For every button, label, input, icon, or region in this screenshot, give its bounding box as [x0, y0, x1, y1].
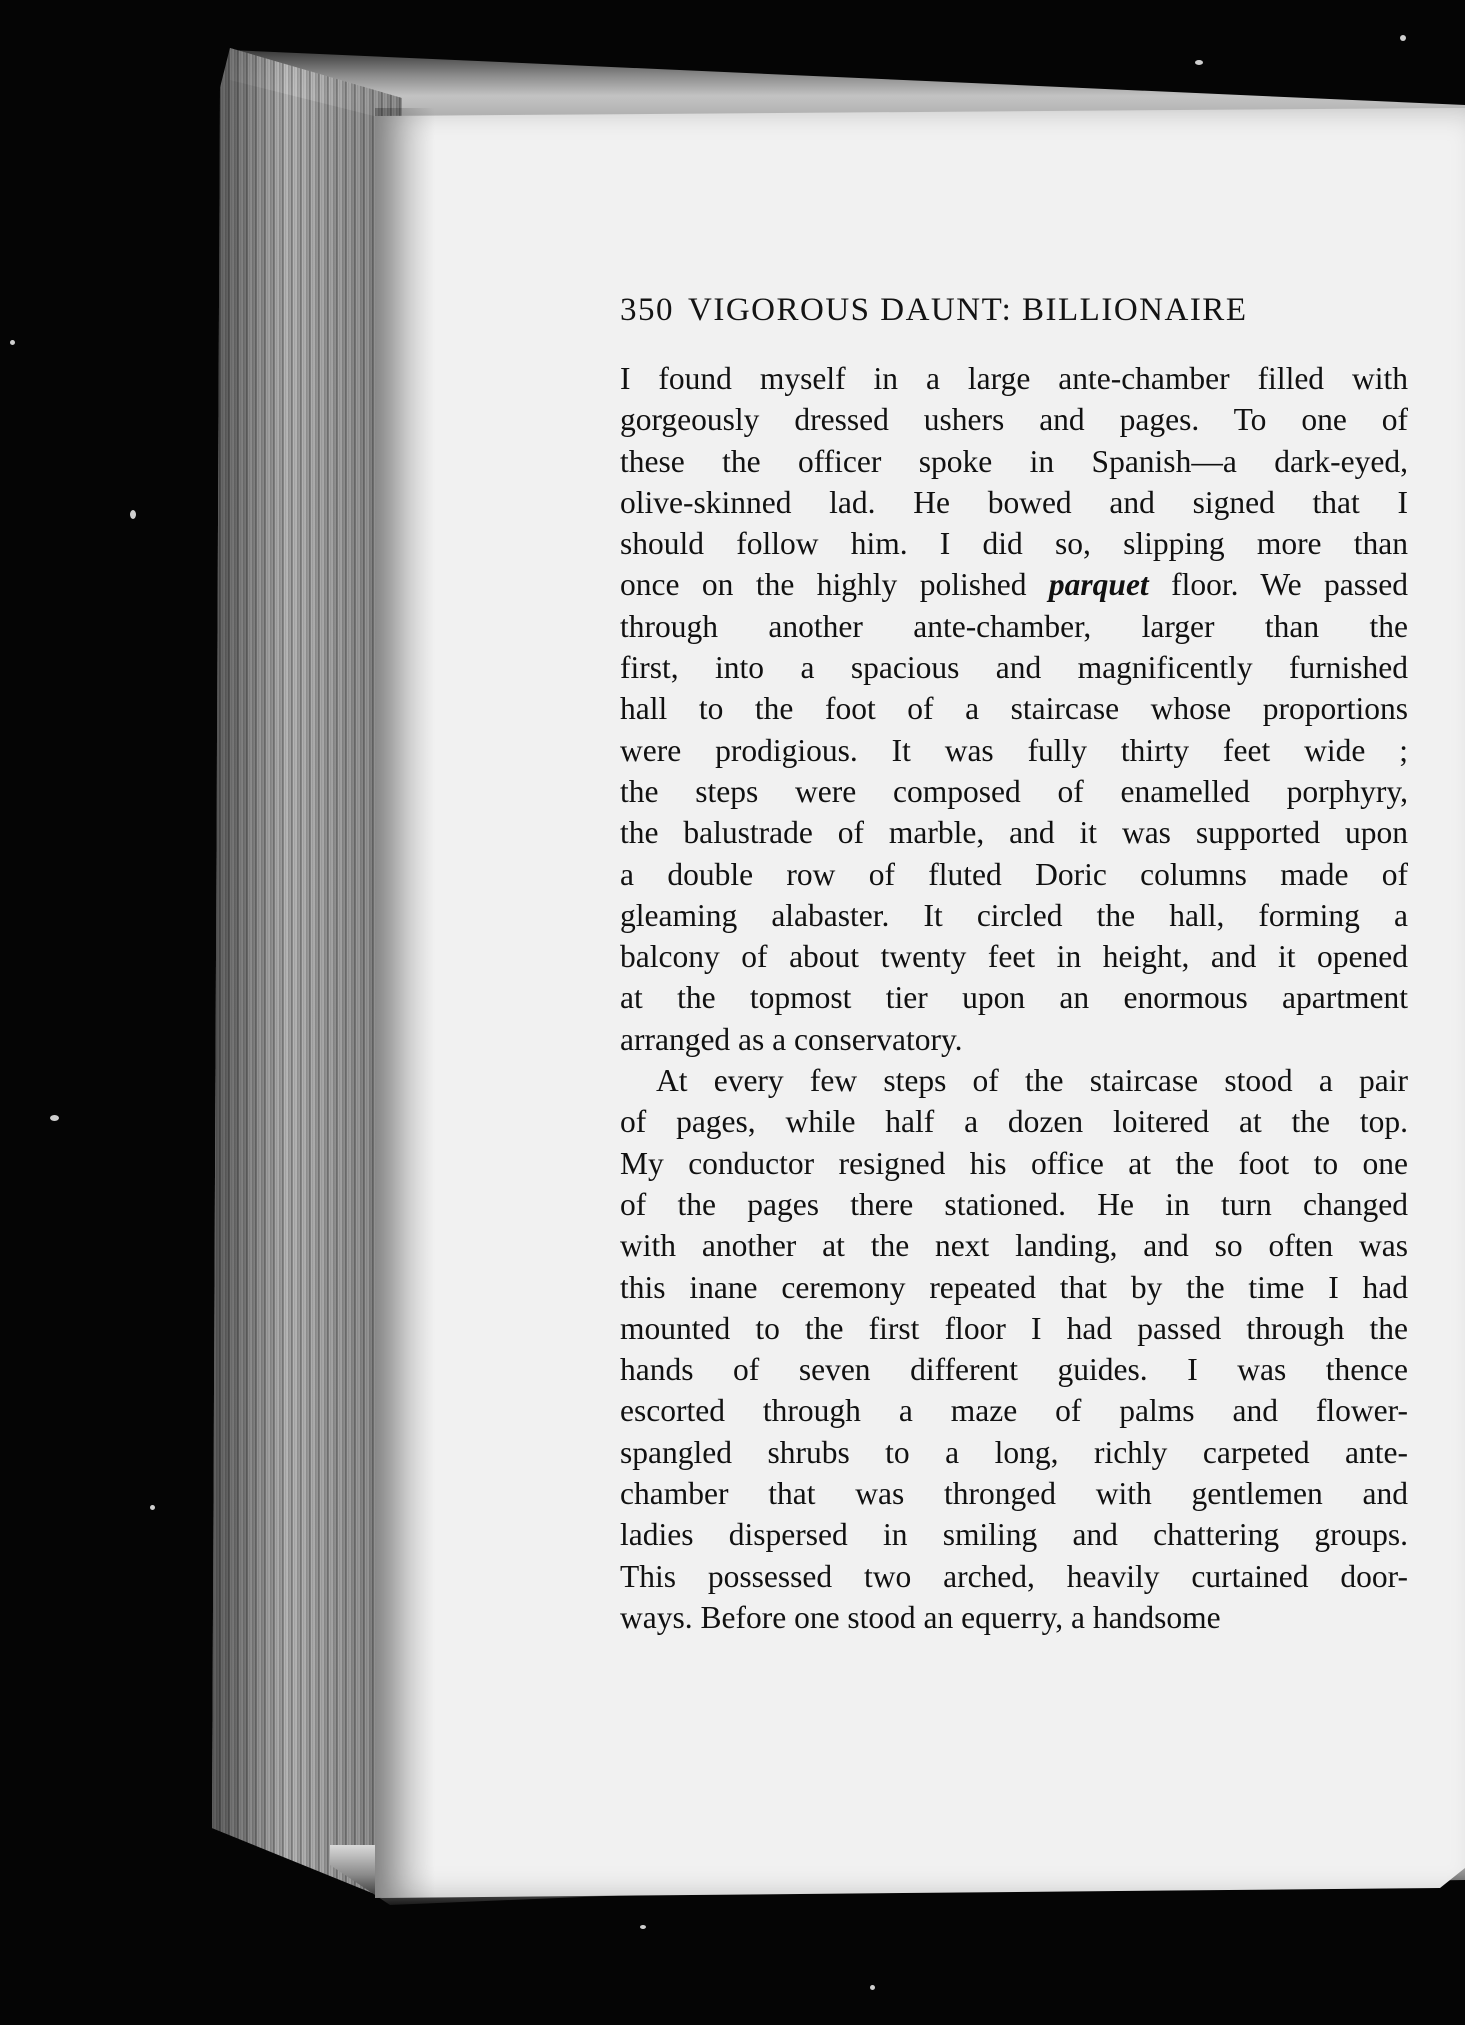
text-line: arranged as a conservatory. [620, 1021, 963, 1057]
text-line: first, into a spacious and magnificently furnished [620, 650, 1408, 686]
text-line: balcony of about twenty feet in height, and it opened [620, 939, 1408, 975]
text-line: this inane ceremony repeated that by the time I had [620, 1269, 1408, 1305]
text-line: of the pages there stationed. He in turn changed [620, 1186, 1408, 1222]
dust-speck [10, 340, 15, 345]
text-line: olive-skinned lad. He bowed and signed that I [620, 484, 1408, 520]
text-line: should follow him. I did so, slipping more than [620, 526, 1408, 562]
text-line: of pages, while half a dozen loitered at the top. [620, 1104, 1408, 1140]
running-head-title: VIGOROUS DAUNT: BILLIONAIRE [688, 292, 1248, 328]
text-run: once on the highly polished [620, 567, 1049, 603]
page-number: 350 [620, 292, 674, 328]
text-line: were prodigious. It was fully thirty feet wide ; [620, 732, 1408, 768]
text-line: At every few steps of the staircase stood a pair [656, 1063, 1408, 1099]
text-line: gorgeously dressed ushers and pages. To one of [620, 402, 1408, 438]
text-run: floor. We passed [1148, 567, 1408, 603]
text-line: ladies dispersed in smiling and chattering groups. [620, 1517, 1408, 1553]
text-line: at the topmost tier upon an enormous apartment [620, 980, 1408, 1016]
dust-speck [50, 1115, 59, 1121]
dust-speck [1400, 35, 1406, 41]
text-line: escorted through a maze of palms and flower- [620, 1393, 1408, 1429]
text-line: This possessed two arched, heavily curtained door- [620, 1558, 1408, 1594]
text-line: hall to the foot of a staircase whose proportions [620, 691, 1408, 727]
text-line: gleaming alabaster. It circled the hall, forming a [620, 897, 1408, 933]
text-line: spangled shrubs to a long, richly carpeted ante- [620, 1434, 1408, 1470]
paragraph [620, 1060, 1408, 1638]
dust-speck [870, 1985, 875, 1990]
gutter-shadow [375, 108, 435, 1898]
body-text [620, 358, 1408, 1638]
dust-speck [150, 1505, 155, 1510]
dust-speck [130, 510, 136, 519]
text-line [620, 564, 1408, 605]
dust-speck [1195, 60, 1203, 65]
text-line: the balustrade of marble, and it was supported upon [620, 815, 1408, 851]
text-line: My conductor resigned his office at the foot to one [620, 1145, 1408, 1181]
text-line: ways. Before one stood an equerry, a handsome [620, 1599, 1221, 1635]
text-line: hands of seven different guides. I was thence [620, 1352, 1408, 1388]
page-edges-shadow [212, 48, 402, 1893]
text-line: I found myself in a large ante-chamber filled with [620, 361, 1408, 396]
text-line: a double row of fluted Doric columns made of [620, 856, 1408, 892]
running-header [620, 292, 1410, 329]
text-line: through another ante-chamber, larger than the [620, 608, 1408, 644]
text-line: with another at the next landing, and so often was [620, 1228, 1408, 1264]
text-line: mounted to the first floor I had passed through the [620, 1310, 1408, 1346]
dust-speck [640, 1925, 646, 1929]
italic-word: parquet [1048, 567, 1149, 603]
paragraph [620, 358, 1408, 1060]
text-line: these the officer spoke in Spanish—a dark-eyed, [620, 443, 1408, 479]
text-line: the steps were composed of enamelled porphyry, [620, 773, 1408, 809]
text-line: chamber that was thronged with gentlemen and [620, 1476, 1408, 1512]
